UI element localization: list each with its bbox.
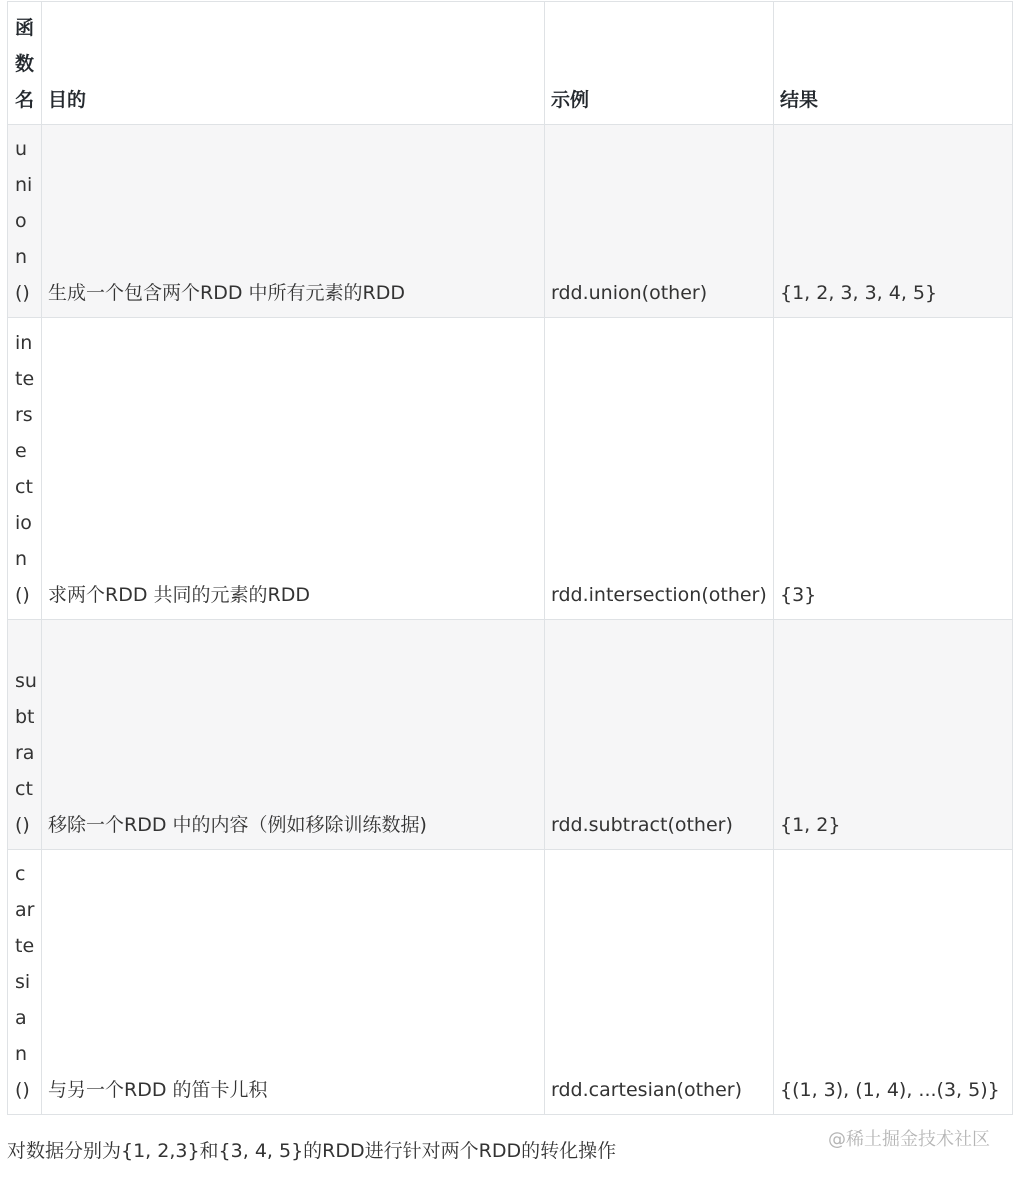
watermark: @稀土掘金技术社区 [828, 1129, 990, 1150]
rdd-transform-table [7, 1, 1013, 1115]
table-row [8, 318, 1013, 620]
table-header-row [8, 2, 1013, 125]
table-row [8, 850, 1013, 1115]
header-purpose: 目的 [42, 2, 545, 125]
header-function-name: 函数名 [8, 2, 42, 125]
header-result: 结果 [774, 2, 1013, 125]
cell-purpose: 移除一个RDD 中的内容（例如移除训练数据) [42, 620, 545, 850]
cell-example: rdd.intersection(other) [545, 318, 774, 620]
header-example: 示例 [545, 2, 774, 125]
cell-function-name: subtract() [8, 620, 42, 850]
cell-purpose: 与另一个RDD 的笛卡儿积 [42, 850, 545, 1115]
table-caption: 对数据分别为{1, 2,3}和{3, 4, 5}的RDD进行针对两个RDD的转化操作 [7, 1140, 617, 1162]
cell-function-name: cartesian() [8, 850, 42, 1115]
cell-example: rdd.union(other) [545, 125, 774, 318]
cell-function-name: intersection() [8, 318, 42, 620]
cell-result: {1, 2, 3, 3, 4, 5} [774, 125, 1013, 318]
table-row [8, 620, 1013, 850]
cell-purpose: 生成一个包含两个RDD 中所有元素的RDD [42, 125, 545, 318]
cell-function-name: union() [8, 125, 42, 318]
cell-result: {3} [774, 318, 1013, 620]
cell-result: {1, 2} [774, 620, 1013, 850]
cell-result: {(1, 3), (1, 4), ...(3, 5)} [774, 850, 1013, 1115]
cell-example: rdd.subtract(other) [545, 620, 774, 850]
table-row [8, 125, 1013, 318]
cell-example: rdd.cartesian(other) [545, 850, 774, 1115]
cell-purpose: 求两个RDD 共同的元素的RDD [42, 318, 545, 620]
